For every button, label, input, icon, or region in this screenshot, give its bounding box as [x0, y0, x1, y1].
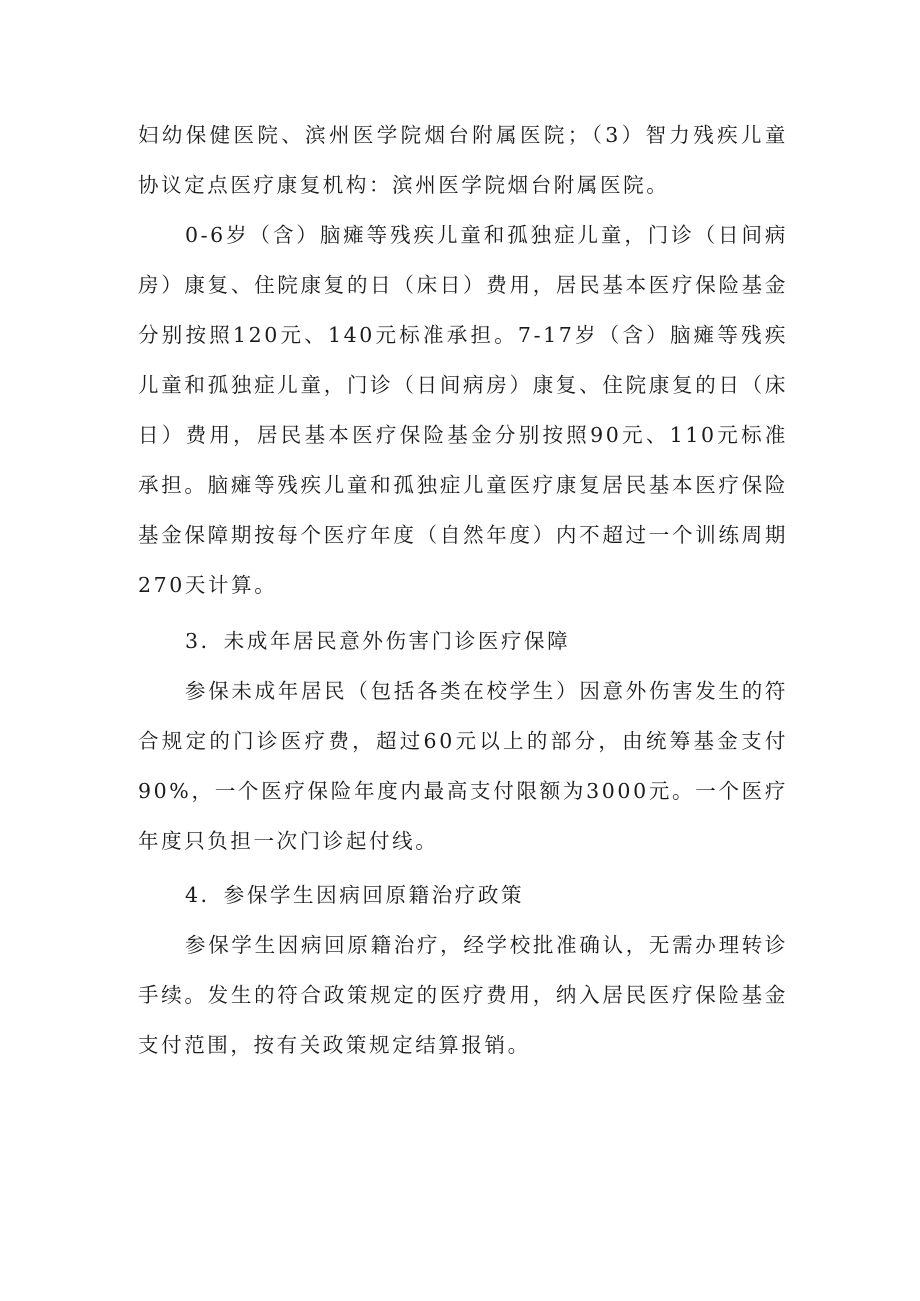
paragraph-rehab-standards: 0-6岁（含）脑瘫等残疾儿童和孤独症儿童，门诊（日间病房）康复、住院康复的日（床日）费用，居民基本医疗保险基金分别按照120元、140元标准承担。7-17岁（含）脑瘫等残疾儿童和孤独症儿童，门诊（日间病房）康复、住院康复的日（床日）费用，居民基本医疗保险基金分别按照90元、110元标准承担。脑瘫等残疾儿童和孤独症儿童医疗康复居民基本医疗保险基金保障期按每个医疗年度（自然年度）内不超过一个训练周期270天计算。 — [138, 223, 788, 597]
paragraph-student-hometown-treatment: 参保学生因病回原籍治疗，经学校批准确认，无需办理转诊手续。发生的符合政策规定的医疗费用，纳入居民医疗保险基金支付范围，按有关政策规定结算报销。 — [138, 933, 788, 1057]
paragraph-accident-outpatient: 参保未成年居民（包括各类在校学生）因意外伤害发生的符合规定的门诊医疗费，超过60元以上的部分，由统筹基金支付90%，一个医疗保险年度内最高支付限额为3000元。一个医疗年度只负担一次门诊起付线。 — [138, 679, 788, 853]
document-body — [138, 110, 788, 1070]
section-heading-3: 3．未成年居民意外伤害门诊医疗保障 — [185, 629, 571, 653]
section-heading-4: 4．参保学生因病回原籍治疗政策 — [185, 883, 525, 907]
paragraph-continuation: 妇幼保健医院、滨州医学院烟台附属医院；（3）智力残疾儿童协议定点医疗康复机构：滨州医学院烟台附属医院。 — [138, 123, 788, 197]
